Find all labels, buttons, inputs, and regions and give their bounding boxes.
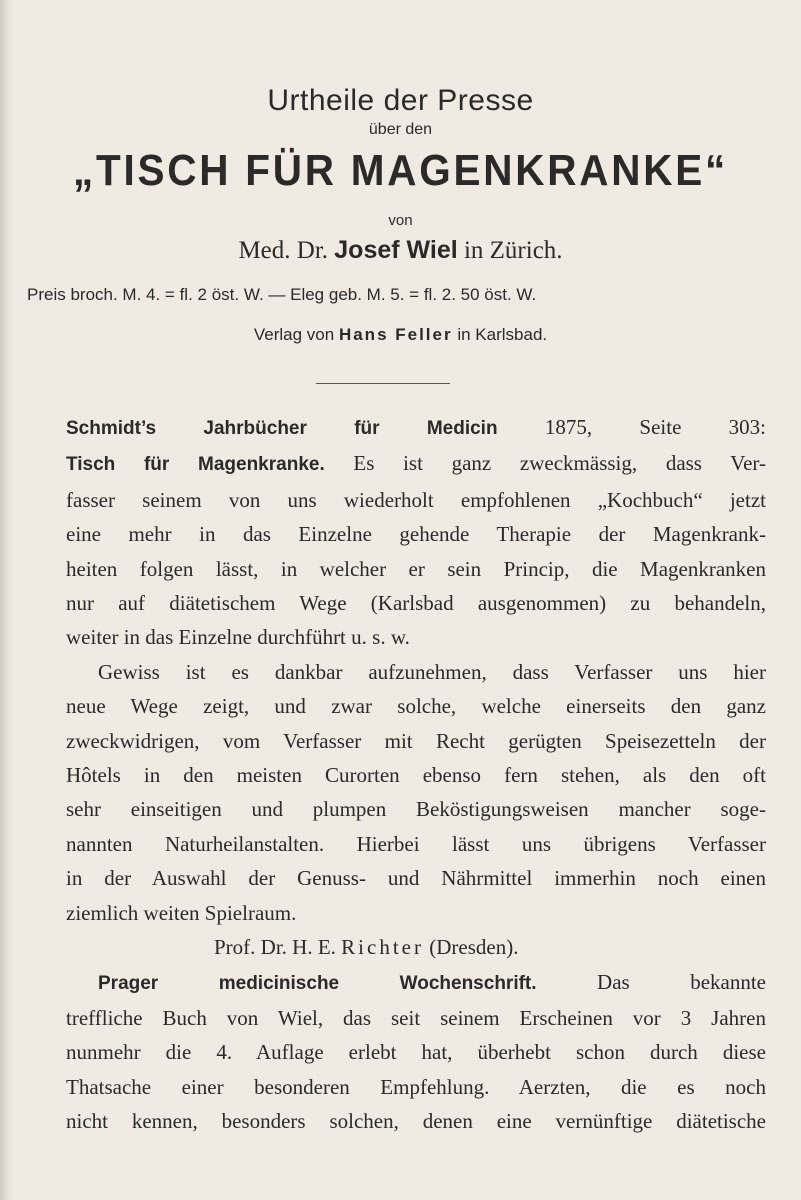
review-line — [66, 446, 766, 482]
review-line: neue Wege zeigt, und zwar solche, welche einerseits den ganz — [66, 694, 766, 719]
review-source: Schmidt’s Jahrbücher für Medicin — [66, 418, 498, 439]
review-line — [66, 965, 766, 1001]
review-line: nur auf diätetischem Wege (Karlsbad ausgenommen) zu behandeln, — [66, 591, 766, 616]
heading-von: von — [388, 212, 413, 229]
review-line: heiten folgen lässt, in welcher er sein Princip, die Magenkranken — [66, 556, 766, 581]
review-text: Das bekannte — [597, 969, 766, 994]
review-line: sehr einseitigen und plumpen Beköstigungsweisen mancher soge- — [66, 797, 766, 822]
review-text: Es ist ganz zweckmässig, dass Ver- — [353, 451, 766, 476]
review-source: Prager medicinische Wochenschrift. — [98, 972, 537, 994]
review-schmidt — [66, 410, 766, 965]
review-line: Gewiss ist es dankbar aufzunehmen, dass Verfasser uns hier — [98, 659, 766, 684]
publisher-prefix: Verlag von — [253, 325, 335, 344]
review-line: nannten Naturheilanstalten. Hierbei lässt uns übrigens Verfasser — [66, 831, 766, 856]
review-prager — [66, 965, 766, 1139]
review-line: nunmehr die 4. Auflage erlebt hat, überhebt schon durch diese — [66, 1040, 766, 1065]
divider-rule — [316, 383, 450, 384]
review-line: fasser seinem von uns wiederholt empfohlenen „Kochbuch“ jetzt — [66, 487, 766, 512]
review-line: treffliche Buch von Wiel, das seit seinem Erscheinen vor 3 Jahren — [66, 1005, 766, 1030]
author-name: Josef Wiel — [334, 236, 458, 264]
book-title: „TISCH FÜR MAGENKRANKE“ — [73, 146, 728, 195]
signature-prefix: Prof. Dr. H. E. — [214, 935, 336, 960]
publisher-suffix: in Karlsbad. — [457, 325, 548, 344]
heading-press-reviews: Urtheile der Presse — [267, 84, 534, 117]
author-suffix: in Zürich. — [463, 237, 563, 264]
review-line: nicht kennen, besonders solchen, denen eine vernünftige diätetische — [66, 1109, 766, 1134]
signature-suffix: (Dresden). — [429, 935, 519, 960]
author-line — [0, 236, 801, 265]
heading-ueber: über den — [368, 121, 433, 138]
author-prefix: Med. Dr. — [238, 237, 329, 264]
review-book-title: Tisch für Magenkranke. — [66, 454, 325, 476]
review-line: eine mehr in das Einzelne gehende Therapie der Magenkrank- — [66, 522, 766, 547]
price-line: Preis broch. M. 4. = fl. 2 öst. W. — Eleg geb. M. 5. = fl. 2. 50 öst. W. — [27, 285, 537, 304]
review-line — [66, 410, 766, 446]
review-line: weiter in das Einzelne durchführt u. s. w. — [66, 625, 410, 650]
reviews-body — [66, 410, 766, 1139]
review-signature — [66, 930, 766, 964]
review-line: Hôtels in den meisten Curorten ebenso fern stehen, als den oft — [66, 763, 766, 788]
review-line: ziemlich weiten Spielraum. — [66, 900, 297, 925]
signature-name: Richter — [341, 935, 424, 960]
review-line: in der Auswahl der Genuss- und Nährmittel immerhin noch einen — [66, 866, 766, 891]
review-source-ref: 1875, Seite 303: — [544, 415, 767, 439]
review-line: Thatsache einer besonderen Empfehlung. Aerzten, die es noch — [66, 1074, 766, 1099]
publisher-line — [0, 325, 801, 345]
review-line: zweckwidrigen, vom Verfasser mit Recht gerügten Speisezetteln der — [66, 728, 766, 753]
publisher-name: Hans Feller — [338, 325, 453, 344]
